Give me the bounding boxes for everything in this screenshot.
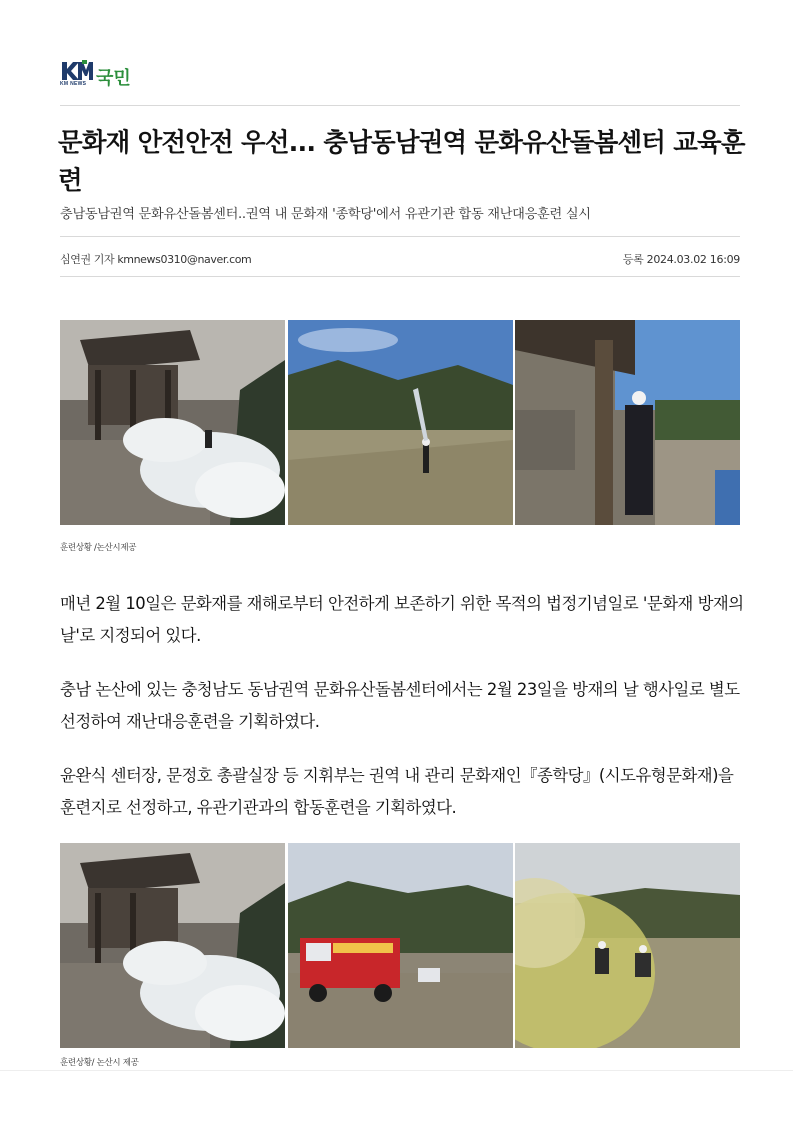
paragraph-2: 충남 논산에 있는 충청남도 동남권역 문화유산돌봄센터에서는 2월 23일을 방재의 날 행사일로 별도 선정하여 재난대응훈련을 기획하였다. [60,680,740,731]
site-logo[interactable] [60,60,131,90]
logo-name: 국민 [96,68,131,89]
publish-date: 등록 2024.03.02 16:09 [622,253,740,266]
figure-2-photos [60,843,740,1048]
byline: 심연권 기자 kmnews0310@naver.com [60,253,252,266]
photo-hanok-fire-drill [60,320,285,525]
paragraph-3: 윤완식 센터장, 문정호 총괄실장 등 지휘부는 권역 내 관리 문화재인『종학당』(시도유형문화재)을 훈련지로 선정하고, 유관기관과의 합동훈련을 기획하였다. [60,766,734,817]
paragraph-1: 매년 2월 10일은 문화재를 재해로부터 안전하게 보존하기 위한 목적의 법정기념일로 '문화재 방재의 날'로 지정되어 있다. [60,594,744,645]
article-subhead: 충남동남권역 문화유산돌봄센터..권역 내 문화재 '종학당'에서 유관기관 합동 재난대응훈련 실시 [60,207,591,222]
figure-1-photos [60,320,740,525]
km-logo-icon [60,60,94,90]
photo-pillar-inspection [515,320,740,525]
photo-fire-truck [288,843,513,1048]
page-footer-line [0,1070,793,1071]
figure-2-caption: 훈련상황/ 논산시 제공 [60,1058,139,1068]
meta-bottom-divider [60,276,740,277]
article-headline: 문화재 안전안전 우선... 충남동남권역 문화유산돌봄센터 교육훈련 [58,128,745,196]
photo-hanok-fire-drill-2 [60,843,285,1048]
header-divider [60,105,740,106]
photo-smoke-drill [515,843,740,1048]
photo-hillside-spray [288,320,513,525]
logo-subtext: KM NEWS [60,81,87,87]
meta-divider [60,236,740,237]
figure-1-caption: 훈련상황 /논산시제공 [60,543,137,553]
